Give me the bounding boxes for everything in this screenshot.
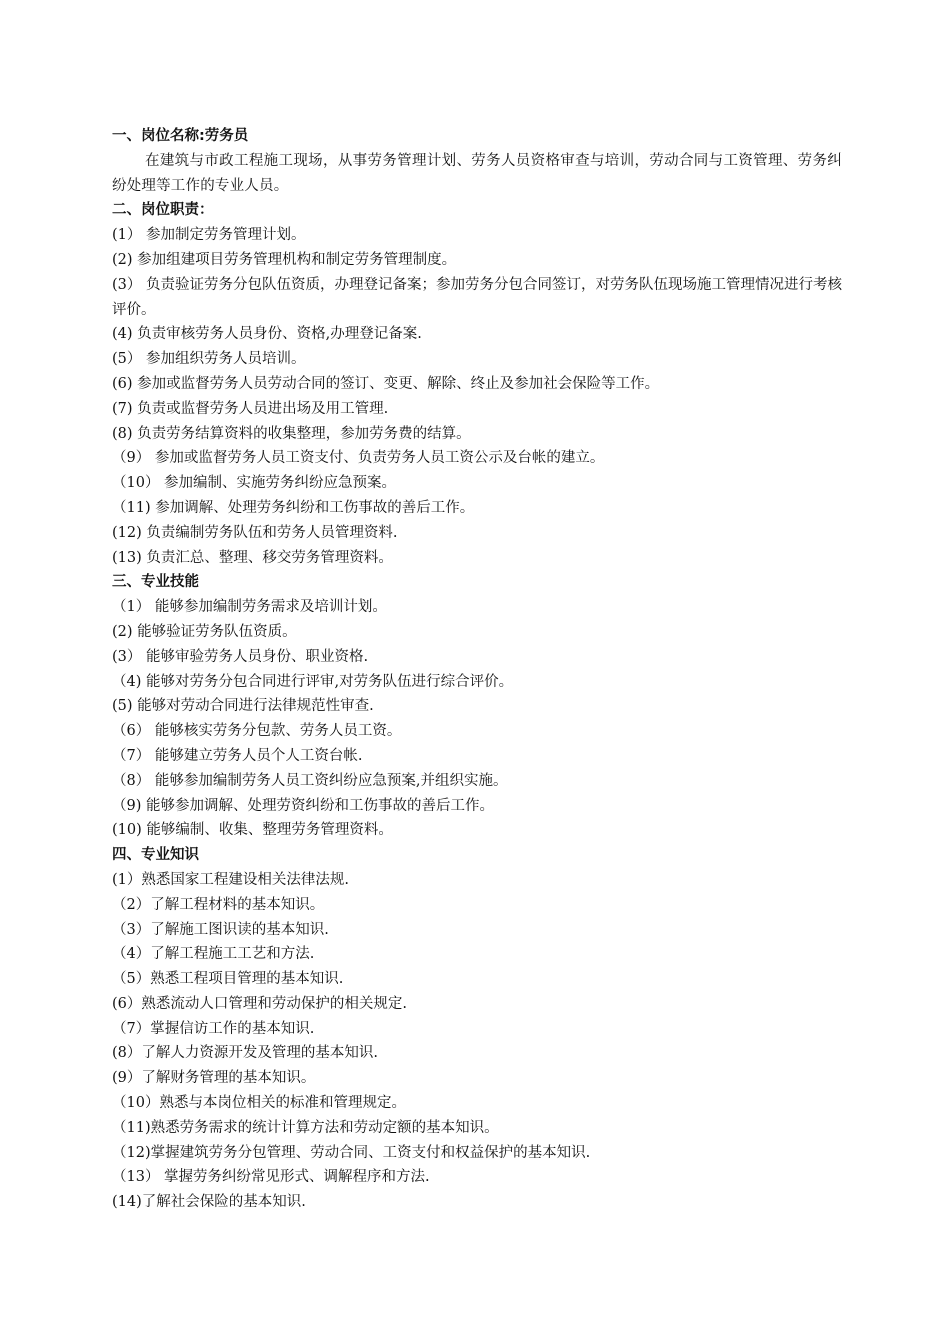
list-item: （2）了解工程材料的基本知识。	[112, 896, 325, 913]
list-item: （11)熟悉劳务需求的统计计算方法和劳动定额的基本知识。	[112, 1119, 499, 1136]
document-page	[112, 124, 842, 1215]
list-item: （12)掌握建筑劳务分包管理、劳动合同、工资支付和权益保护的基本知识.	[112, 1144, 591, 1161]
list-item: (14)了解社会保险的基本知识.	[112, 1194, 306, 1211]
list-item: (5) 能够对劳动合同进行法律规范性审查.	[112, 698, 374, 715]
section-heading-skills: 三、专业技能	[112, 574, 199, 591]
list-item: (8) 负责劳务结算资料的收集整理，参加劳务费的结算。	[112, 425, 471, 442]
list-item: (2) 参加组建项目劳务管理机构和制定劳务管理制度。	[112, 251, 457, 268]
job-description: 在建筑与市政工程施工现场，从事劳务管理计划、劳务人员资格审查与培训，劳动合同与工资管理、劳务纠纷处理等工作的专业人员。	[112, 152, 842, 194]
list-item: (7) 负责或监督劳务人员进出场及用工管理.	[112, 400, 389, 417]
list-item: (2) 能够验证劳务队伍资质。	[112, 623, 297, 640]
list-item: （3）了解施工图识读的基本知识.	[112, 921, 329, 938]
list-item: （9) 能够参加调解、处理劳资纠纷和工伤事故的善后工作。	[112, 797, 494, 814]
list-item: (12) 负责编制劳务队伍和劳务人员管理资料.	[112, 524, 398, 541]
list-item: (3） 负责验证劳务分包队伍资质，办理登记备案；参加劳务分包合同签订，对劳务队伍现场施工管理情况进行考核评价。	[112, 276, 842, 318]
list-item: (8）了解人力资源开发及管理的基本知识.	[112, 1045, 378, 1062]
list-item: （7） 能够建立劳务人员个人工资台帐.	[112, 747, 363, 764]
list-item: (6）熟悉流动人口管理和劳动保护的相关规定.	[112, 995, 407, 1012]
list-item: （11) 参加调解、处理劳务纠纷和工伤事故的善后工作。	[112, 499, 475, 516]
list-item: （6） 能够核实劳务分包款、劳务人员工资。	[112, 723, 402, 740]
list-item: (1）熟悉国家工程建设相关法律法规.	[112, 871, 349, 888]
list-item: （10）熟悉与本岗位相关的标准和管理规定。	[112, 1095, 406, 1112]
list-item: (5） 参加组织劳务人员培训。	[112, 351, 306, 368]
list-item: （10） 参加编制、实施劳务纠纷应急预案。	[112, 475, 397, 492]
duties-list	[112, 223, 842, 570]
section-heading-duties: 二、岗位职责：	[112, 202, 214, 219]
list-item: (3） 能够审验劳务人员身份、职业资格.	[112, 648, 369, 665]
list-item: （13） 掌握劳务纠纷常见形式、调解程序和方法.	[112, 1169, 430, 1186]
list-item: （8） 能够参加编制劳务人员工资纠纷应急预案,并组织实施。	[112, 772, 508, 789]
section-heading-job-title: 一、岗位名称:劳务员	[112, 128, 249, 144]
list-item: (13) 负责汇总、整理、移交劳务管理资料。	[112, 549, 393, 566]
list-item: （5）熟悉工程项目管理的基本知识.	[112, 971, 344, 988]
list-item: （9） 参加或监督劳务人员工资支付、负责劳务人员工资公示及台帐的建立。	[112, 450, 605, 467]
list-item: （1） 能够参加编制劳务需求及培训计划。	[112, 599, 387, 616]
knowledge-list	[112, 868, 842, 1215]
section-heading-knowledge: 四、专业知识	[112, 847, 199, 864]
list-item: (9）了解财务管理的基本知识。	[112, 1070, 316, 1087]
list-item: (4) 负责审核劳务人员身份、资格,办理登记备案.	[112, 326, 422, 343]
list-item: （4) 能够对劳务分包合同进行评审,对劳务队伍进行综合评价。	[112, 673, 514, 690]
list-item: (10) 能够编制、收集、整理劳务管理资料。	[112, 822, 393, 839]
list-item: （4）了解工程施工工艺和方法.	[112, 946, 315, 963]
skills-list	[112, 595, 842, 843]
list-item: (1） 参加制定劳务管理计划。	[112, 227, 306, 244]
list-item: (6) 参加或监督劳务人员劳动合同的签订、变更、解除、终止及参加社会保险等工作。	[112, 375, 660, 392]
list-item: （7）掌握信访工作的基本知识.	[112, 1020, 315, 1037]
